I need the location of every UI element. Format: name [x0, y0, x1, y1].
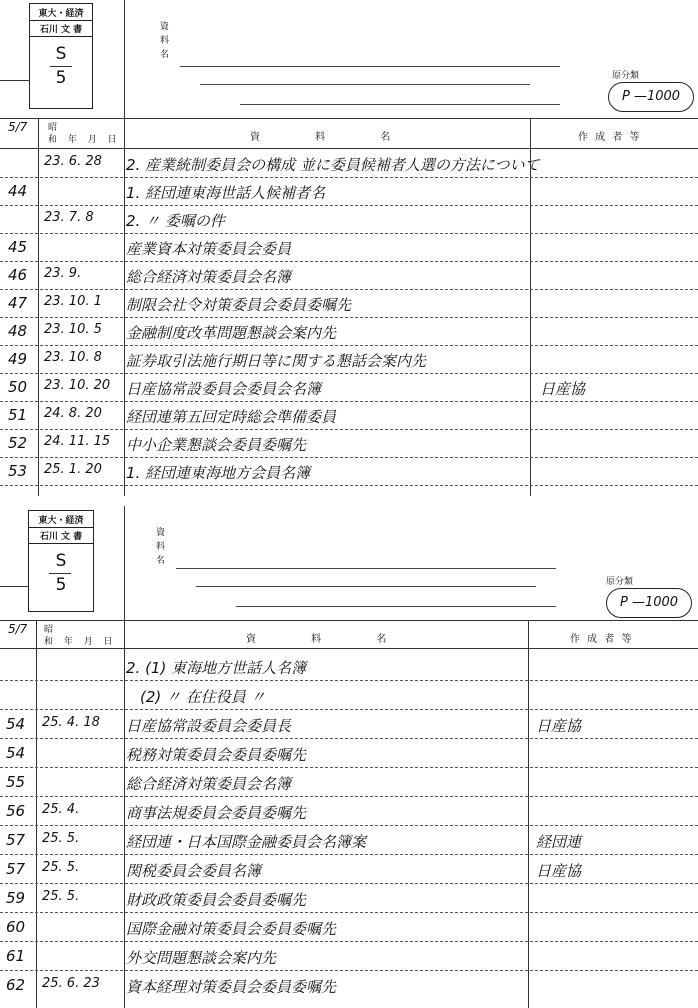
row-document-name: 1. 経団連東海地方会員名簿 — [126, 464, 311, 482]
row-number: 55 — [6, 773, 26, 791]
row-number: 44 — [8, 182, 28, 200]
record-card-1 — [0, 0, 698, 500]
table-row — [0, 942, 698, 970]
page-mark: 5/7 — [8, 622, 28, 636]
doc-name-label: 資 料 名 — [160, 22, 170, 60]
table-body — [0, 150, 698, 486]
row-number: 54 — [6, 715, 26, 733]
row-document-name: 1. 経団連東海世話人候補者名 — [126, 184, 326, 202]
table-row — [0, 458, 698, 485]
table-row — [0, 178, 698, 205]
table-row — [0, 681, 698, 709]
row-number: 47 — [8, 294, 28, 312]
stamp-line-2: 石川 文 書 — [29, 529, 93, 544]
row-date: 25. 1. 20 — [44, 462, 102, 477]
row-date: 23. 10. 20 — [44, 378, 111, 393]
table-row — [0, 768, 698, 796]
stamp-code-bottom: 5 — [55, 68, 67, 88]
row-number: 48 — [8, 322, 28, 340]
table-row — [0, 710, 698, 738]
row-document-name: 財政政策委員会委員委嘱先 — [126, 891, 307, 909]
table-row — [0, 739, 698, 767]
row-document-name: 証券取引法施行期日等に関する懇話会案内先 — [126, 352, 427, 370]
row-document-name: 資本経理対策委員会委員委嘱先 — [126, 978, 337, 996]
table-row — [0, 884, 698, 912]
stamp-line-2: 石川 文 書 — [30, 22, 92, 37]
row-number: 59 — [6, 889, 26, 907]
row-document-name: 税務対策委員会委員委嘱先 — [126, 746, 307, 764]
row-number: 60 — [6, 918, 26, 936]
row-date: 25. 4. 18 — [42, 715, 100, 730]
row-document-name: (2) 〃 在住役員 〃 — [140, 688, 266, 706]
row-number: 57 — [6, 831, 26, 849]
row-date: 25. 5. — [42, 831, 80, 846]
stamp-code-top: S — [55, 44, 67, 64]
table-row — [0, 430, 698, 457]
row-number: 50 — [8, 378, 28, 396]
row-date: 25. 5. — [42, 860, 80, 875]
row-date: 23. 10. 1 — [44, 294, 102, 309]
row-date: 24. 8. 20 — [44, 406, 102, 421]
table-row — [0, 318, 698, 345]
row-date: 23. 9. — [44, 266, 82, 281]
table-row — [0, 290, 698, 317]
document-name-header: 資 料 名 — [246, 634, 413, 645]
row-author: 経団連 — [536, 833, 582, 851]
row-number: 56 — [6, 802, 26, 820]
row-number: 49 — [8, 350, 28, 368]
row-document-name: 経団連・日本国際金融委員会名簿案 — [126, 833, 367, 851]
row-document-name: 2. 〃 委嘱の件 — [126, 212, 225, 230]
row-document-name: 2. (1) 東海地方世話人名簿 — [126, 659, 307, 677]
row-document-name: 経団連第五回定時総会準備委員 — [126, 408, 337, 426]
row-number: 57 — [6, 860, 26, 878]
table-row — [0, 826, 698, 854]
row-author: 日産協 — [540, 380, 586, 398]
row-document-name: 商事法規委員会委員委嘱先 — [126, 804, 307, 822]
row-document-name: 金融制度改革問題懇談会案内先 — [126, 324, 337, 342]
classification-number: P —1000 — [606, 588, 692, 618]
table-row — [0, 652, 698, 680]
era-label: 昭 — [48, 123, 58, 133]
row-document-name: 日産協常設委員会委員会名簿 — [126, 380, 322, 398]
stamp-code-top: S — [55, 551, 67, 571]
date-column-header: 和 年 月 日 — [44, 637, 117, 647]
table-row — [0, 262, 698, 289]
row-document-name: 外交問題懇談会案内先 — [126, 949, 277, 967]
stamp-line-1: 東大・経済 — [29, 513, 93, 528]
author-header: 作 成 者 等 — [570, 634, 634, 645]
row-document-name: 総合経済対策委員会名簿 — [126, 268, 292, 286]
row-number: 52 — [8, 434, 28, 452]
stamp-code-bottom: 5 — [55, 575, 67, 595]
archive-stamp — [29, 3, 93, 109]
era-label: 昭 — [44, 625, 54, 635]
table-row — [0, 971, 698, 999]
row-number: 51 — [8, 406, 28, 424]
page-mark: 5/7 — [8, 120, 28, 134]
date-column-header: 和 年 月 日 — [48, 135, 121, 145]
doc-name-label: 資 料 名 — [156, 528, 166, 566]
row-document-name: 関税委員会委員名簿 — [126, 862, 262, 880]
row-date: 25. 5. — [42, 889, 80, 904]
table-row — [0, 402, 698, 429]
row-document-name: 中小企業懇談会委員委嘱先 — [126, 436, 307, 454]
table-row — [0, 374, 698, 401]
row-document-name: 総合経済対策委員会名簿 — [126, 775, 292, 793]
author-header: 作 成 者 等 — [578, 132, 642, 143]
table-row — [0, 913, 698, 941]
table-row — [0, 346, 698, 373]
row-date: 23. 10. 8 — [44, 350, 102, 365]
archive-stamp — [28, 510, 94, 612]
table-row — [0, 797, 698, 825]
classification-number: P —1000 — [608, 82, 694, 112]
row-date: 23. 6. 28 — [44, 154, 102, 169]
row-document-name: 国際金融対策委員会委員委嘱先 — [126, 920, 337, 938]
stamp-line-1: 東大・経済 — [30, 6, 92, 21]
row-date: 23. 10. 5 — [44, 322, 102, 337]
table-row — [0, 234, 698, 261]
row-document-name: 日産協常設委員会委員長 — [126, 717, 292, 735]
row-date: 24. 11. 15 — [44, 434, 111, 449]
table-row — [0, 206, 698, 233]
row-date: 23. 7. 8 — [44, 210, 94, 225]
row-date: 25. 6. 23 — [42, 976, 100, 991]
table-row — [0, 150, 698, 177]
row-number: 46 — [8, 266, 28, 284]
row-date: 25. 4. — [42, 802, 80, 817]
record-card-2 — [0, 506, 698, 1008]
document-name-header: 資 料 名 — [250, 132, 417, 143]
row-author: 日産協 — [536, 717, 582, 735]
row-number: 61 — [6, 947, 26, 965]
row-document-name: 制限会社令対策委員会委員委嘱先 — [126, 296, 352, 314]
table-body — [0, 652, 698, 998]
row-number: 62 — [6, 976, 26, 994]
row-author: 日産協 — [536, 862, 582, 880]
classification-label: 原分類 — [612, 71, 640, 81]
row-number: 53 — [8, 462, 28, 480]
row-number: 54 — [6, 744, 26, 762]
row-number: 45 — [8, 238, 28, 256]
table-row — [0, 855, 698, 883]
row-document-name: 2. 産業統制委員会の構成 並に委員候補者人選の方法について — [126, 156, 540, 174]
row-document-name: 産業資本対策委員会委員 — [126, 240, 292, 258]
classification-label: 原分類 — [606, 577, 634, 587]
